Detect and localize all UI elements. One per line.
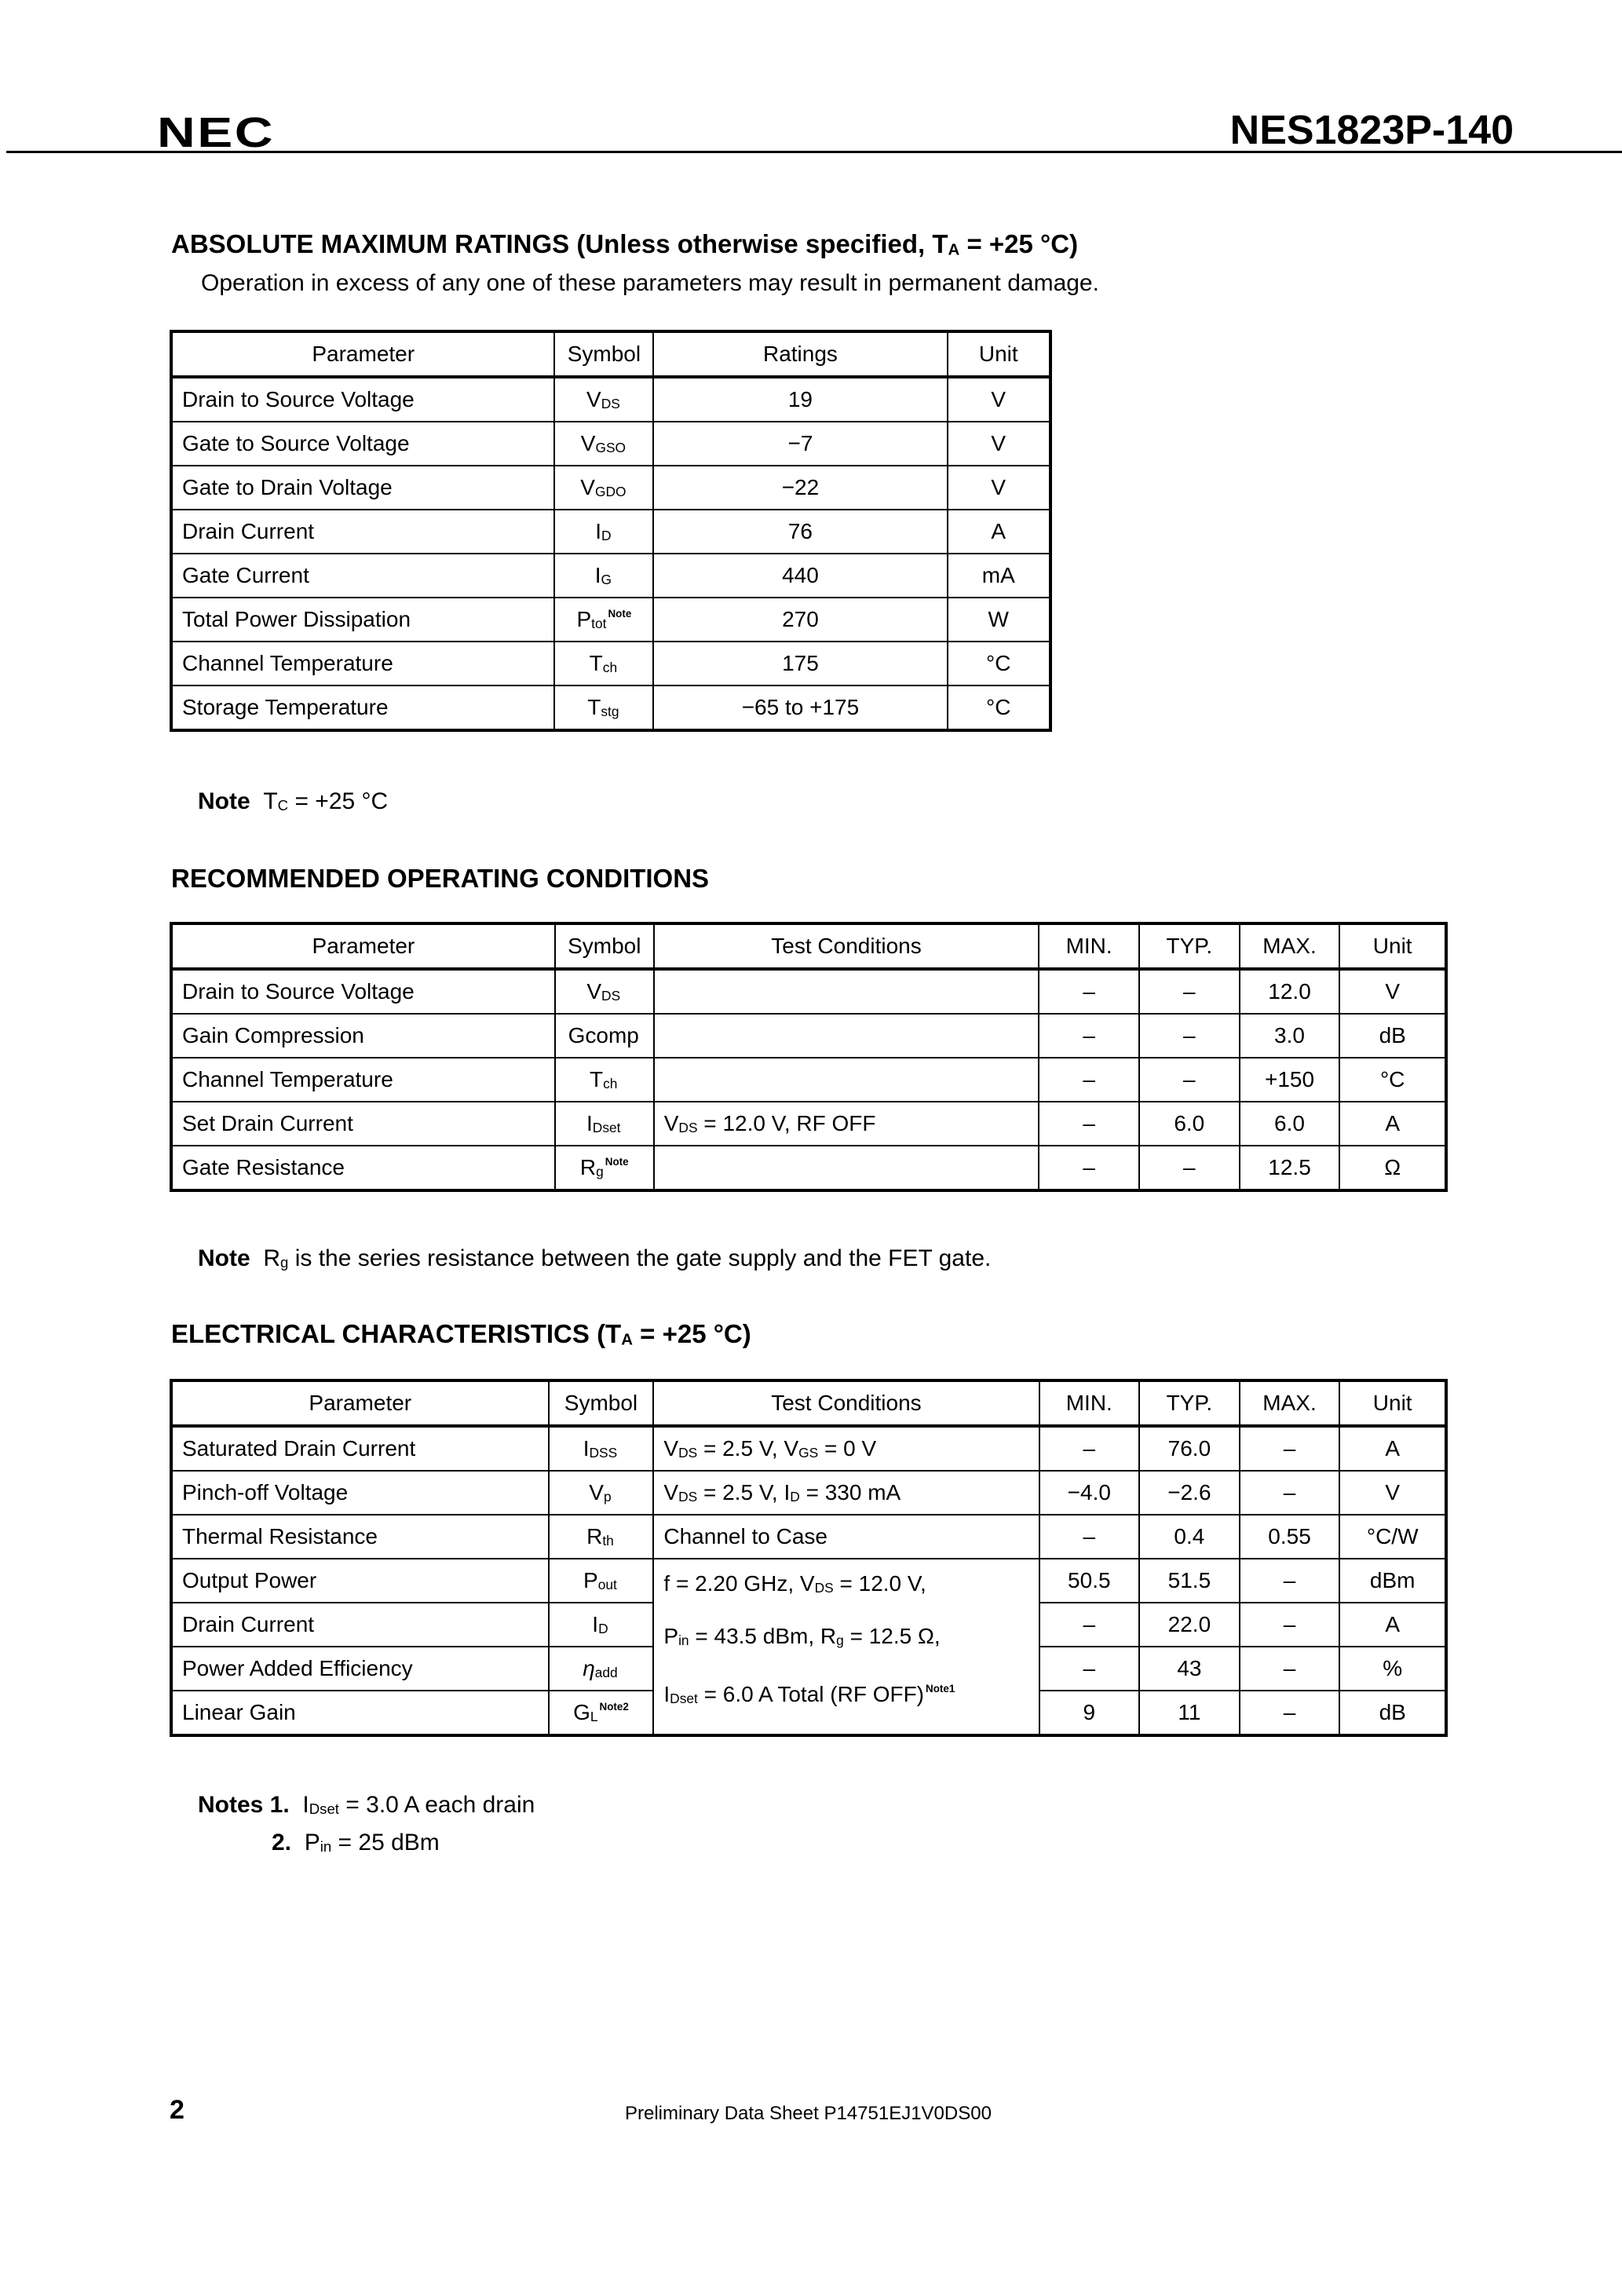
symbol-main: η <box>583 1655 595 1680</box>
symbol-main: T <box>590 1066 604 1091</box>
min-cell: – <box>1039 1058 1139 1102</box>
column-header: Symbol <box>549 1380 654 1426</box>
symbol-cell <box>549 1515 654 1559</box>
column-header: TYP. <box>1139 1380 1240 1426</box>
parameter-cell: Gate Resistance <box>171 1146 555 1190</box>
symbol-main: V <box>586 386 601 411</box>
unit-cell: dB <box>1339 1691 1446 1735</box>
symbol-subscript: ch <box>603 1076 618 1092</box>
max-cell: – <box>1240 1426 1340 1471</box>
unit-cell: A <box>1339 1603 1446 1647</box>
parameter-cell: Set Drain Current <box>171 1102 555 1146</box>
table-row <box>171 686 1050 730</box>
condition-text: = 0 V <box>818 1435 877 1461</box>
unit-cell: V <box>1339 1471 1446 1515</box>
parameter-cell: Linear Gain <box>171 1691 549 1735</box>
symbol-cell <box>555 1146 654 1190</box>
unit-cell: °C/W <box>1339 1515 1446 1559</box>
unit-cell: mA <box>948 554 1051 598</box>
condition-text: = 2.5 V, I <box>697 1479 791 1504</box>
typ-cell: – <box>1139 1014 1240 1058</box>
min-cell: 50.5 <box>1039 1559 1140 1603</box>
unit-cell: V <box>1339 969 1446 1014</box>
condition-text: V <box>663 1435 679 1461</box>
condition-text: = 43.5 dBm, R <box>689 1624 837 1649</box>
symbol-main: Gcomp <box>568 1022 639 1047</box>
symbol-subscript: GSO <box>595 440 627 456</box>
table-row <box>171 1146 1446 1190</box>
symbol-main: T <box>587 694 601 719</box>
symbol-subscript: g <box>596 1164 604 1180</box>
table-row <box>171 642 1050 686</box>
test-conditions-cell: Channel to Case <box>653 1515 1039 1559</box>
symbol-main: V <box>580 430 596 455</box>
test-conditions-cell <box>654 1058 1039 1102</box>
parameter-cell: Channel Temperature <box>171 1058 555 1102</box>
condition-line-1 <box>663 1559 1028 1612</box>
condition-line-3 <box>663 1665 1028 1723</box>
amr-heading: ABSOLUTE MAXIMUM RATINGS (Unless otherwise specified, TA = +25 °C) <box>171 229 1079 259</box>
condition-subscript: g <box>836 1632 844 1649</box>
column-header: MAX. <box>1240 923 1340 969</box>
symbol-main: P <box>576 606 592 631</box>
test-conditions-cell <box>654 1102 1039 1146</box>
parameter-cell: Gate to Drain Voltage <box>171 466 554 510</box>
footer-doc-ref: Preliminary Data Sheet P14751EJ1V0DS00 <box>625 2103 992 2124</box>
condition-subscript: Dset <box>670 1691 698 1707</box>
typ-cell: – <box>1139 969 1240 1014</box>
typ-cell: 43 <box>1139 1647 1240 1691</box>
max-cell: – <box>1240 1559 1340 1603</box>
max-cell: – <box>1240 1471 1340 1515</box>
amr-note: Note TC = +25 °C <box>198 788 389 814</box>
typ-cell: 0.4 <box>1139 1515 1240 1559</box>
table-row <box>171 1559 1446 1603</box>
condition-note-ref: Note1 <box>926 1683 955 1695</box>
symbol-main: I <box>586 1110 593 1135</box>
max-cell: 3.0 <box>1240 1014 1340 1058</box>
symbol-main: P <box>583 1567 598 1592</box>
unit-cell: A <box>1339 1426 1446 1471</box>
column-header: Symbol <box>555 923 654 969</box>
symbol-cell <box>549 1471 654 1515</box>
parameter-cell: Pinch-off Voltage <box>171 1471 549 1515</box>
symbol-note-ref: Note2 <box>599 1700 629 1713</box>
condition-symbol: V <box>663 1110 679 1135</box>
symbol-main: I <box>595 518 602 543</box>
condition-text: = 330 mA <box>799 1479 901 1504</box>
parameter-cell: Saturated Drain Current <box>171 1426 549 1471</box>
unit-cell: W <box>948 598 1051 642</box>
symbol-subscript: G <box>601 572 612 588</box>
symbol-main: R <box>586 1523 603 1548</box>
table-row <box>171 466 1050 510</box>
unit-cell: °C <box>1339 1058 1446 1102</box>
max-cell: 0.55 <box>1240 1515 1340 1559</box>
symbol-subscript: DSS <box>589 1445 618 1461</box>
ec-header-row <box>171 1380 1446 1426</box>
symbol-cell <box>554 686 653 730</box>
parameter-cell: Gate to Source Voltage <box>171 422 554 466</box>
symbol-cell <box>549 1647 654 1691</box>
typ-cell: 6.0 <box>1139 1102 1240 1146</box>
symbol-cell <box>549 1426 654 1471</box>
symbol-subscript: th <box>602 1533 614 1549</box>
symbol-subscript: D <box>598 1621 608 1637</box>
parameter-cell: Gate Current <box>171 554 554 598</box>
ec-heading: ELECTRICAL CHARACTERISTICS (TA = +25 °C) <box>171 1319 751 1349</box>
symbol-main: I <box>592 1611 599 1636</box>
min-cell: – <box>1039 1426 1140 1471</box>
min-cell: 9 <box>1039 1691 1140 1735</box>
condition-subscript: GS <box>798 1445 819 1461</box>
symbol-subscript: Dset <box>592 1120 621 1136</box>
ec-note-1: Notes 1. IDset = 3.0 A each drain <box>198 1792 535 1818</box>
parameter-cell: Drain to Source Voltage <box>171 969 555 1014</box>
test-conditions-cell <box>654 1014 1039 1058</box>
condition-text: f = 2.20 GHz, V <box>663 1571 815 1596</box>
condition-text: = 2.5 V, V <box>697 1435 799 1461</box>
rating-cell: 270 <box>653 598 947 642</box>
typ-cell: 11 <box>1139 1691 1240 1735</box>
table-row <box>171 1014 1446 1058</box>
typ-cell: 76.0 <box>1139 1426 1240 1471</box>
table-row <box>171 510 1050 554</box>
parameter-cell: Total Power Dissipation <box>171 598 554 642</box>
symbol-subscript: stg <box>601 704 619 720</box>
symbol-subscript: tot <box>591 616 607 632</box>
typ-cell: 22.0 <box>1139 1603 1240 1647</box>
max-cell: 12.0 <box>1240 969 1340 1014</box>
min-cell: – <box>1039 1102 1139 1146</box>
symbol-subscript: p <box>603 1489 612 1505</box>
test-conditions-cell <box>653 1559 1039 1735</box>
symbol-subscript: add <box>594 1665 618 1681</box>
unit-cell: V <box>948 466 1051 510</box>
table-row <box>171 377 1050 422</box>
parameter-cell: Drain Current <box>171 510 554 554</box>
symbol-cell <box>554 554 653 598</box>
amr-table <box>170 330 1052 732</box>
max-cell: 12.5 <box>1240 1146 1340 1190</box>
roc-header-row <box>171 923 1446 969</box>
symbol-cell <box>554 510 653 554</box>
symbol-cell <box>555 1102 654 1146</box>
rating-cell: 175 <box>653 642 947 686</box>
condition-text: I <box>663 1682 670 1707</box>
parameter-cell: Drain Current <box>171 1603 549 1647</box>
rating-cell: 440 <box>653 554 947 598</box>
min-cell: – <box>1039 969 1139 1014</box>
unit-cell: °C <box>948 642 1051 686</box>
symbol-cell <box>549 1603 654 1647</box>
rating-cell: −7 <box>653 422 947 466</box>
typ-cell: 51.5 <box>1139 1559 1240 1603</box>
symbol-cell <box>549 1691 654 1735</box>
symbol-cell <box>554 422 653 466</box>
column-header: Ratings <box>653 331 947 377</box>
parameter-cell: Storage Temperature <box>171 686 554 730</box>
symbol-cell <box>554 466 653 510</box>
condition-subscript: DS <box>678 1489 698 1505</box>
table-row <box>171 969 1446 1014</box>
table-row <box>171 1471 1446 1515</box>
amr-intro: Operation in excess of any one of these parameters may result in permanent damage. <box>201 270 1099 296</box>
symbol-main: T <box>589 650 603 675</box>
typ-cell: – <box>1139 1146 1240 1190</box>
max-cell: – <box>1240 1691 1340 1735</box>
min-cell: – <box>1039 1603 1140 1647</box>
symbol-subscript: DS <box>601 396 620 412</box>
nec-logo: NEC <box>157 109 276 156</box>
symbol-subscript: GDO <box>594 484 627 500</box>
test-conditions-cell <box>654 969 1039 1014</box>
column-header: MAX. <box>1240 1380 1340 1426</box>
unit-cell: A <box>1339 1102 1446 1146</box>
symbol-subscript: ch <box>602 660 618 676</box>
column-header: Parameter <box>171 1380 549 1426</box>
unit-cell: dB <box>1339 1014 1446 1058</box>
parameter-cell: Channel Temperature <box>171 642 554 686</box>
unit-cell: dBm <box>1339 1559 1446 1603</box>
condition-subscript: DS <box>678 1445 698 1461</box>
unit-cell: °C <box>948 686 1051 730</box>
table-row <box>171 1058 1446 1102</box>
ec-table <box>170 1379 1448 1737</box>
symbol-cell <box>549 1559 654 1603</box>
symbol-cell <box>554 598 653 642</box>
ec-note-2: 2. Pin = 25 dBm <box>272 1830 440 1855</box>
condition-text: P <box>663 1624 679 1649</box>
column-header: Parameter <box>171 331 554 377</box>
symbol-subscript: DS <box>601 988 621 1004</box>
page-number: 2 <box>170 2095 184 2125</box>
column-header: Unit <box>1339 923 1446 969</box>
rating-cell: 76 <box>653 510 947 554</box>
condition-subscript: D <box>790 1489 800 1505</box>
parameter-cell: Output Power <box>171 1559 549 1603</box>
min-cell: −4.0 <box>1039 1471 1140 1515</box>
roc-note: Note Rg is the series resistance between the gate supply and the FET gate. <box>198 1245 992 1271</box>
max-cell: +150 <box>1240 1058 1340 1102</box>
test-conditions-cell <box>653 1426 1039 1471</box>
symbol-main: V <box>589 1479 604 1504</box>
condition-subscript: DS <box>814 1580 834 1596</box>
column-header: Unit <box>948 331 1051 377</box>
symbol-main: V <box>580 474 595 499</box>
column-header: Test Conditions <box>653 1380 1039 1426</box>
max-cell: 6.0 <box>1240 1102 1340 1146</box>
symbol-main: G <box>573 1699 590 1724</box>
test-conditions-cell <box>653 1471 1039 1515</box>
min-cell: – <box>1039 1647 1140 1691</box>
condition-text: = 12.0 V, <box>833 1571 926 1596</box>
symbol-main: I <box>583 1435 590 1461</box>
document-id: NES1823P-140 <box>1229 108 1514 153</box>
column-header: Test Conditions <box>654 923 1039 969</box>
parameter-cell: Power Added Efficiency <box>171 1647 549 1691</box>
amr-header-row <box>171 331 1050 377</box>
min-cell: – <box>1039 1014 1139 1058</box>
condition-text: V <box>663 1479 679 1504</box>
symbol-subscript: out <box>597 1577 617 1593</box>
symbol-cell <box>555 1014 654 1058</box>
column-header: Symbol <box>554 331 653 377</box>
roc-table <box>170 922 1448 1192</box>
table-row <box>171 598 1050 642</box>
min-cell: – <box>1039 1146 1139 1190</box>
condition-subscript: in <box>678 1632 689 1649</box>
symbol-subscript: D <box>601 528 612 544</box>
table-row <box>171 554 1050 598</box>
column-header: TYP. <box>1139 923 1240 969</box>
max-cell: – <box>1240 1647 1340 1691</box>
symbol-cell <box>555 969 654 1014</box>
unit-cell: % <box>1339 1647 1446 1691</box>
condition-subscript: DS <box>678 1120 698 1136</box>
rating-cell: 19 <box>653 377 947 422</box>
table-row <box>171 1426 1446 1471</box>
table-row <box>171 422 1050 466</box>
symbol-main: I <box>594 562 601 587</box>
table-row <box>171 1102 1446 1146</box>
rating-cell: −22 <box>653 466 947 510</box>
parameter-cell: Drain to Source Voltage <box>171 377 554 422</box>
condition-text: = 6.0 A Total (RF OFF) <box>697 1682 925 1707</box>
condition-text: = 12.5 Ω, <box>843 1624 941 1649</box>
symbol-subscript: L <box>590 1709 598 1725</box>
typ-cell: – <box>1139 1058 1240 1102</box>
parameter-cell: Gain Compression <box>171 1014 555 1058</box>
unit-cell: V <box>948 377 1051 422</box>
symbol-main: V <box>586 978 602 1004</box>
table-row <box>171 1515 1446 1559</box>
unit-cell: A <box>948 510 1051 554</box>
condition-text: = 12.0 V, RF OFF <box>697 1110 876 1135</box>
column-header: Unit <box>1339 1380 1446 1426</box>
column-header: MIN. <box>1039 1380 1140 1426</box>
typ-cell: −2.6 <box>1139 1471 1240 1515</box>
roc-heading: RECOMMENDED OPERATING CONDITIONS <box>171 864 710 893</box>
header-rule <box>6 151 1622 153</box>
parameter-cell: Thermal Resistance <box>171 1515 549 1559</box>
symbol-note-ref: Note <box>608 607 632 620</box>
rating-cell: −65 to +175 <box>653 686 947 730</box>
max-cell: – <box>1240 1603 1340 1647</box>
condition-line-2 <box>663 1612 1028 1665</box>
unit-cell: V <box>948 422 1051 466</box>
column-header: Parameter <box>171 923 555 969</box>
test-conditions-cell <box>654 1146 1039 1190</box>
symbol-cell <box>554 642 653 686</box>
symbol-cell <box>554 377 653 422</box>
unit-cell: Ω <box>1339 1146 1446 1190</box>
symbol-cell <box>555 1058 654 1102</box>
column-header: MIN. <box>1039 923 1139 969</box>
symbol-main: R <box>579 1154 597 1179</box>
min-cell: – <box>1039 1515 1140 1559</box>
symbol-note-ref: Note <box>605 1155 629 1168</box>
